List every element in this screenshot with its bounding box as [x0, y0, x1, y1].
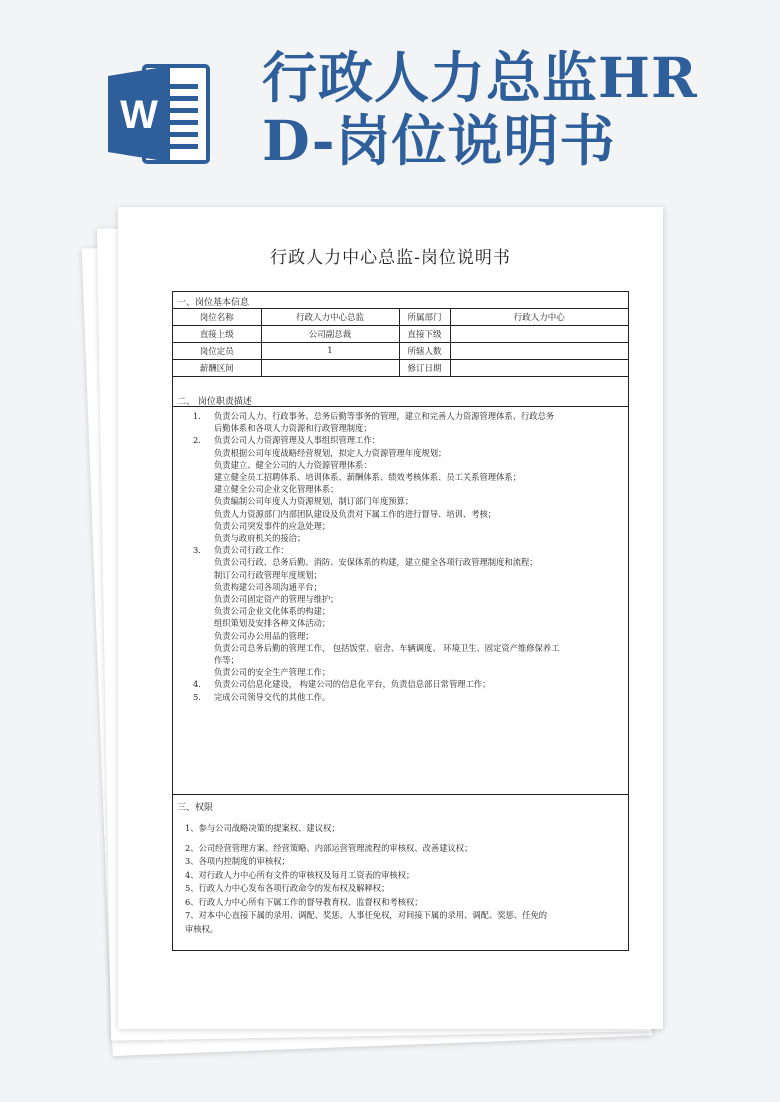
- duty-text: 建立健全员工招聘体系、培训体系、薪酬体系、绩效考核体系、员工关系管理体系；: [214, 472, 521, 483]
- info-value-cell: 行政人力中心: [450, 309, 628, 326]
- duty-line: [193, 508, 626, 520]
- document-page: [118, 207, 663, 1029]
- duty-line: [193, 447, 626, 459]
- duty-text: 后勤体系和各项人力资源和行政管理制度；: [214, 423, 372, 434]
- duty-line: [193, 459, 626, 471]
- info-value-cell: 行政人力中心总监: [261, 309, 399, 326]
- duty-text: 负责公司企业文化体系的构建；: [214, 606, 331, 617]
- duty-text: 负责与政府机关的接洽；: [214, 533, 306, 544]
- right-line: 7、对本中心直接下属的录用、调配、奖惩、人事任免权，对间接下属的录用、调配、奖惩、任免的: [185, 910, 548, 920]
- duty-line: [193, 532, 626, 544]
- duty-text: 负责公司信息化建设， 构建公司的信息化平台，负责信息部日常管理工作；: [214, 679, 491, 690]
- duty-text: 建立健全公司企业文化管理体系；: [214, 484, 339, 495]
- duty-text: 负责公司行政、总务后勤、消防、安保体系的构建，建立健全各项行政管理制度和流程；: [214, 557, 538, 568]
- basic-info-table: [173, 308, 628, 377]
- page-header: [0, 0, 780, 190]
- info-value-cell: 1: [261, 343, 399, 360]
- duty-line: [193, 410, 626, 422]
- section-divider: [173, 406, 628, 407]
- duty-line: [193, 471, 626, 483]
- duty-text: 负责公司行政工作：: [214, 545, 289, 556]
- header-title: [262, 46, 762, 172]
- right-line: 6、行政人力中心所有下属工作的督导教育权、监督权和考核权；: [185, 896, 423, 907]
- duty-line: [193, 434, 626, 446]
- duty-text: 负责公司固定资产的管理与维护；: [214, 594, 339, 605]
- right-line: 2、公司经营管理方案、经营策略、内部运营管理流程的审核权、改善建议权；: [185, 842, 473, 853]
- duty-line: [193, 617, 626, 629]
- info-label-cell: 直接上级: [173, 326, 261, 343]
- duty-line: [193, 654, 626, 666]
- duty-line: [193, 678, 626, 690]
- duty-text: 负责公司人力、行政事务、总务后勤等事务的管理，建立和完善人力资源管理体系、行政总务: [214, 411, 555, 421]
- right-line: 5、行政人力中心发布各项行政命令的发布权及解释权；: [185, 883, 390, 893]
- info-value-cell: [450, 343, 628, 360]
- duty-line: [193, 630, 626, 642]
- info-value-cell: [450, 360, 628, 377]
- info-label-cell: 直接下级: [399, 326, 450, 343]
- info-value-cell: [450, 326, 628, 343]
- section-rights-heading: 三、权限: [177, 803, 214, 813]
- right-line: 3、各项内控制度的审核权；: [185, 856, 290, 866]
- section-duties-heading: 二、 岗位职责描述: [177, 397, 252, 407]
- duty-number: 1.: [193, 411, 201, 421]
- duty-text: 负责根据公司年度战略经营规划，拟定人力资源管理年度规划；: [214, 447, 447, 458]
- info-row: [173, 360, 628, 377]
- duty-text: 负责公司总务后勤的管理工作， 包括饭堂、宿舍、车辆调度、 环境卫生、固定资产维修保养工: [214, 642, 560, 653]
- info-label-cell: 所属部门: [399, 309, 450, 326]
- duty-number: 5.: [193, 691, 201, 702]
- duty-line: [193, 544, 626, 556]
- duty-line: [193, 581, 626, 593]
- duty-number: 2.: [193, 435, 201, 446]
- info-row: [173, 326, 628, 343]
- duty-line: [193, 483, 626, 495]
- info-row: [173, 343, 628, 360]
- info-row: [173, 309, 628, 326]
- duty-text: 制订公司行政管理年度规划；: [214, 569, 322, 580]
- right-line: 4、对行政人力中心所有文件的审核权及每月工资表的审核权；: [185, 869, 415, 880]
- duty-line: [193, 642, 626, 654]
- section-basic-info-heading: 一、岗位基本信息: [177, 298, 250, 308]
- duty-text: 负责人力资源部门内部团队建设及负责对下属工作的进行督导、培训、考核；: [214, 508, 497, 519]
- info-label-cell: 岗位名称: [173, 309, 261, 326]
- duty-line: [193, 556, 626, 568]
- duty-text: 负责公司办公用品的管理；: [214, 630, 314, 641]
- info-value-cell: [261, 360, 399, 377]
- duty-text: 负责公司的安全生产管理工作；: [214, 667, 331, 678]
- duty-text: 完成公司领导交代的其他工作。: [214, 691, 331, 702]
- duty-number: 3.: [193, 545, 201, 556]
- duty-line: [193, 495, 626, 507]
- duty-text: 负责构建公司各项沟通平台；: [214, 581, 322, 592]
- info-label-cell: 修订日期: [399, 360, 450, 377]
- right-line: 1、参与公司战略决策的提案权、建议权；: [185, 823, 340, 833]
- duty-text: 负责公司人力资源管理及人事组织管理工作：: [214, 435, 380, 446]
- duty-line: [193, 520, 626, 532]
- info-value-cell: 公司副总裁: [261, 326, 399, 343]
- section-divider: [173, 794, 628, 795]
- duty-text: 负责编制公司年度人力资源规划，制订部门年度预算；: [214, 496, 414, 507]
- job-description-form: [172, 291, 629, 951]
- header-title-line-2: D-岗位说明书: [262, 108, 616, 173]
- duty-line: [193, 605, 626, 617]
- info-label-cell: 所辖人数: [399, 343, 450, 360]
- info-label-cell: 薪酬区间: [173, 360, 261, 377]
- duty-text: 组织策划及安排各种文体活动；: [214, 618, 331, 629]
- duty-line: [193, 422, 626, 434]
- right-line: 审核权。: [185, 923, 219, 934]
- duty-text: 负责建立、健全公司的人力资源管理体系：: [214, 459, 372, 470]
- duty-line: [193, 569, 626, 581]
- duty-line: [193, 666, 626, 678]
- duty-number: 4.: [193, 679, 201, 690]
- svg-text:W: W: [120, 93, 158, 137]
- word-document-icon: [108, 62, 210, 166]
- rights-list: [185, 822, 626, 936]
- document-title: 行政人力中心总监-岗位说明书: [270, 248, 511, 268]
- duty-line: [193, 691, 626, 703]
- duty-text: 负责公司突发事件的应急处理；: [214, 520, 331, 531]
- duty-text: 作等；: [214, 655, 239, 666]
- duty-line: [193, 593, 626, 605]
- duties-list: [193, 410, 626, 703]
- info-label-cell: 岗位定员: [173, 343, 261, 360]
- header-title-line-1: 行政人力总监HR: [262, 45, 698, 110]
